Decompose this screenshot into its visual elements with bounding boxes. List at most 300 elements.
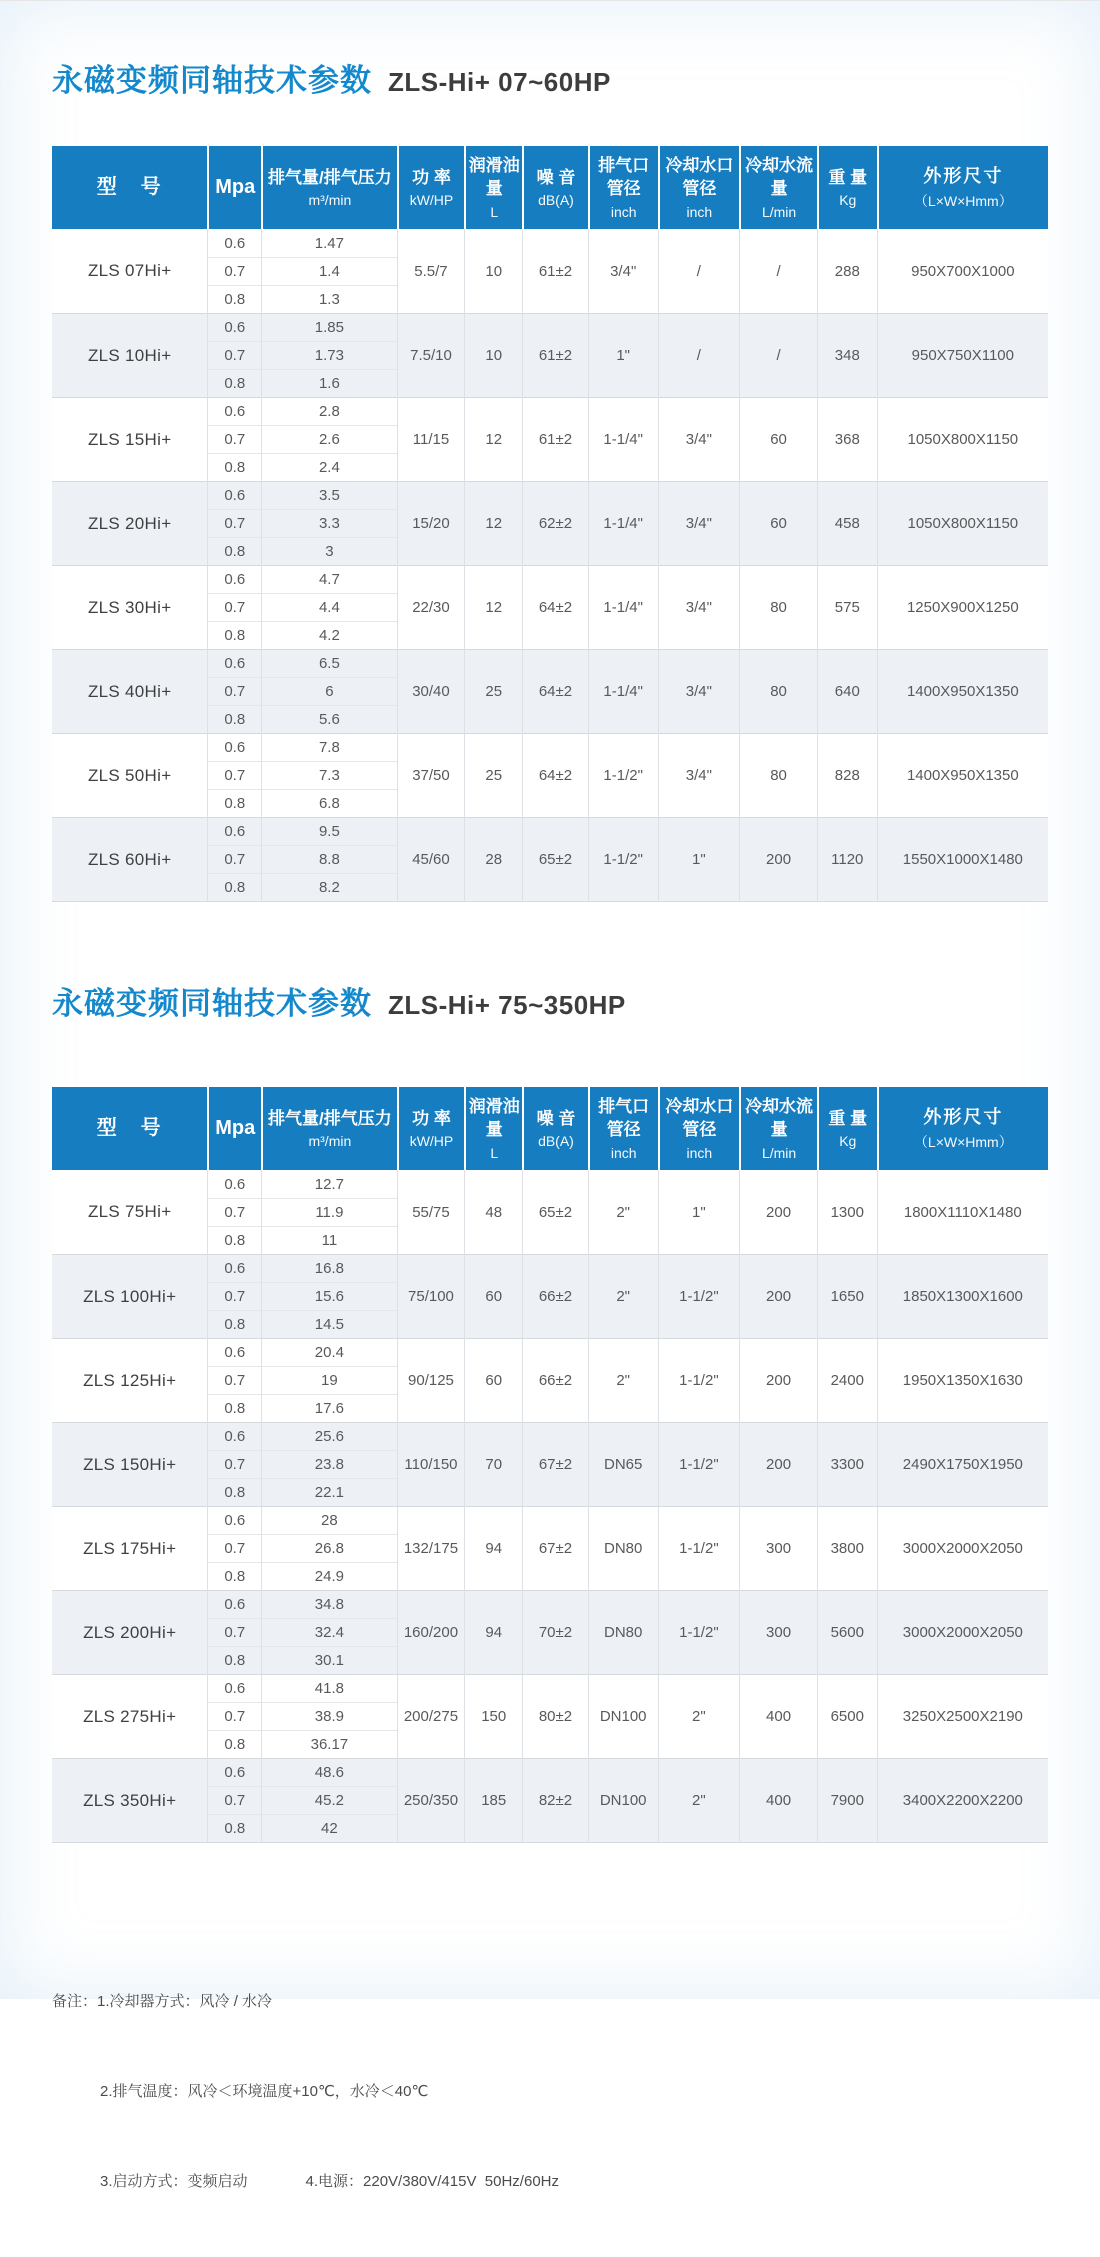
- displacement-cell: 23.8: [261, 1450, 396, 1478]
- cooling-water-port-cell: 3/4": [658, 649, 740, 733]
- pressure-cell: 0.7: [207, 1366, 261, 1394]
- weight-cell: 6500: [817, 1674, 877, 1758]
- dimensions-cell: 3250X2500X2190: [877, 1674, 1048, 1758]
- displacement-cell: 8.2: [261, 873, 396, 901]
- table-row: [52, 1254, 1048, 1282]
- table-row: [52, 1338, 1048, 1366]
- noise-cell: 62±2: [522, 481, 588, 565]
- oil-volume-cell: 12: [464, 565, 522, 649]
- pressure-cell: 0.6: [207, 733, 261, 761]
- cooling-water-port-cell: 1": [658, 1170, 740, 1254]
- displacement-cell: 1.73: [261, 341, 396, 369]
- weight-cell: 348: [817, 313, 877, 397]
- power-cell: 250/350: [397, 1758, 465, 1842]
- section-title-range: ZLS-Hi+ 07~60HP: [388, 67, 611, 97]
- pressure-cell: 0.7: [207, 1702, 261, 1730]
- oil-volume-cell: 25: [464, 733, 522, 817]
- pressure-cell: 0.8: [207, 1478, 261, 1506]
- model-cell: ZLS 275Hi+: [52, 1674, 207, 1758]
- displacement-cell: 11: [261, 1226, 396, 1254]
- cooling-water-flow-cell: 200: [739, 1422, 817, 1506]
- table-body: [52, 229, 1048, 901]
- displacement-cell: 2.4: [261, 453, 396, 481]
- outlet-pipe-cell: 1-1/4": [588, 649, 658, 733]
- displacement-cell: 24.9: [261, 1562, 396, 1590]
- displacement-cell: 45.2: [261, 1786, 396, 1814]
- cooling-water-flow-cell: 80: [739, 565, 817, 649]
- table-body: [52, 1170, 1048, 1842]
- pressure-cell: 0.7: [207, 425, 261, 453]
- model-cell: ZLS 20Hi+: [52, 481, 207, 565]
- pressure-cell: 0.8: [207, 1562, 261, 1590]
- section-title: [52, 55, 1048, 100]
- pressure-cell: 0.8: [207, 789, 261, 817]
- column-header: 润滑油量 L: [464, 1087, 522, 1170]
- power-cell: 75/100: [397, 1254, 465, 1338]
- outlet-pipe-cell: DN100: [588, 1758, 658, 1842]
- spec-table-wrap: [52, 1087, 1048, 1843]
- displacement-cell: 1.3: [261, 285, 396, 313]
- displacement-cell: 38.9: [261, 1702, 396, 1730]
- pressure-cell: 0.8: [207, 1814, 261, 1842]
- outlet-pipe-cell: 1-1/2": [588, 733, 658, 817]
- model-cell: ZLS 50Hi+: [52, 733, 207, 817]
- cooling-water-flow-cell: /: [739, 313, 817, 397]
- displacement-cell: 34.8: [261, 1590, 396, 1618]
- outlet-pipe-cell: DN100: [588, 1674, 658, 1758]
- displacement-cell: 2.6: [261, 425, 396, 453]
- displacement-cell: 1.4: [261, 257, 396, 285]
- power-cell: 160/200: [397, 1590, 465, 1674]
- dimensions-cell: 1400X950X1350: [877, 733, 1048, 817]
- pressure-cell: 0.8: [207, 873, 261, 901]
- displacement-cell: 7.8: [261, 733, 396, 761]
- table-row: [52, 1422, 1048, 1450]
- oil-volume-cell: 10: [464, 313, 522, 397]
- cooling-water-port-cell: 3/4": [658, 481, 740, 565]
- column-header: 冷却水口管径 inch: [658, 1087, 740, 1170]
- model-cell: ZLS 10Hi+: [52, 313, 207, 397]
- pressure-cell: 0.7: [207, 593, 261, 621]
- pressure-cell: 0.6: [207, 1758, 261, 1786]
- pressure-cell: 0.7: [207, 677, 261, 705]
- dimensions-cell: 3000X2000X2050: [877, 1590, 1048, 1674]
- weight-cell: 3800: [817, 1506, 877, 1590]
- cooling-water-port-cell: 1-1/2": [658, 1422, 740, 1506]
- displacement-cell: 48.6: [261, 1758, 396, 1786]
- pressure-cell: 0.6: [207, 313, 261, 341]
- pressure-cell: 0.7: [207, 509, 261, 537]
- displacement-cell: 7.3: [261, 761, 396, 789]
- outlet-pipe-cell: 3/4": [588, 229, 658, 313]
- table-row: [52, 733, 1048, 761]
- dimensions-cell: 2490X1750X1950: [877, 1422, 1048, 1506]
- column-header: 润滑油量 L: [464, 146, 522, 229]
- displacement-cell: 15.6: [261, 1282, 396, 1310]
- column-header: 功 率 kW/HP: [397, 1087, 465, 1170]
- outlet-pipe-cell: 1-1/4": [588, 481, 658, 565]
- displacement-cell: 2.8: [261, 397, 396, 425]
- weight-cell: 1120: [817, 817, 877, 901]
- noise-cell: 64±2: [522, 733, 588, 817]
- pressure-cell: 0.8: [207, 1394, 261, 1422]
- model-cell: ZLS 200Hi+: [52, 1590, 207, 1674]
- oil-volume-cell: 12: [464, 481, 522, 565]
- section-large-models: [52, 978, 1048, 1843]
- column-header: 外形尺寸 （L×W×Hmm）: [877, 146, 1048, 229]
- noise-cell: 64±2: [522, 565, 588, 649]
- column-header: 排气量/排气压力 m³/min: [261, 146, 396, 229]
- cooling-water-flow-cell: 400: [739, 1758, 817, 1842]
- model-cell: ZLS 75Hi+: [52, 1170, 207, 1254]
- spec-table-07-60hp: [52, 146, 1048, 901]
- oil-volume-cell: 94: [464, 1590, 522, 1674]
- displacement-cell: 32.4: [261, 1618, 396, 1646]
- displacement-cell: 4.7: [261, 565, 396, 593]
- pressure-cell: 0.6: [207, 1254, 261, 1282]
- column-header: 重 量 Kg: [817, 146, 877, 229]
- cooling-water-port-cell: 1-1/2": [658, 1590, 740, 1674]
- displacement-cell: 42: [261, 1814, 396, 1842]
- outlet-pipe-cell: 2": [588, 1254, 658, 1338]
- dimensions-cell: 1050X800X1150: [877, 481, 1048, 565]
- model-cell: ZLS 60Hi+: [52, 817, 207, 901]
- displacement-cell: 8.8: [261, 845, 396, 873]
- pressure-cell: 0.8: [207, 621, 261, 649]
- displacement-cell: 25.6: [261, 1422, 396, 1450]
- power-cell: 45/60: [397, 817, 465, 901]
- table-row: [52, 481, 1048, 509]
- weight-cell: 5600: [817, 1590, 877, 1674]
- cooling-water-flow-cell: 300: [739, 1590, 817, 1674]
- displacement-cell: 11.9: [261, 1198, 396, 1226]
- cooling-water-flow-cell: 60: [739, 481, 817, 565]
- power-cell: 110/150: [397, 1422, 465, 1506]
- weight-cell: 458: [817, 481, 877, 565]
- pressure-cell: 0.7: [207, 1618, 261, 1646]
- displacement-cell: 1.6: [261, 369, 396, 397]
- dimensions-cell: 1550X1000X1480: [877, 817, 1048, 901]
- outlet-pipe-cell: 2": [588, 1170, 658, 1254]
- cooling-water-port-cell: 1-1/2": [658, 1338, 740, 1422]
- pressure-cell: 0.8: [207, 1646, 261, 1674]
- note-item-4: 4.电源：220V/380V/415V 50Hz/60Hz: [305, 2173, 559, 2190]
- outlet-pipe-cell: 2": [588, 1338, 658, 1422]
- note-item-3: 3.启动方式：变频启动: [100, 2173, 248, 2190]
- displacement-cell: 3.3: [261, 509, 396, 537]
- outlet-pipe-cell: DN65: [588, 1422, 658, 1506]
- table-header: [52, 1087, 1048, 1170]
- cooling-water-flow-cell: 200: [739, 817, 817, 901]
- table-row: [52, 397, 1048, 425]
- displacement-cell: 30.1: [261, 1646, 396, 1674]
- pressure-cell: 0.7: [207, 1786, 261, 1814]
- cooling-water-flow-cell: 300: [739, 1506, 817, 1590]
- power-cell: 5.5/7: [397, 229, 465, 313]
- column-header: 外形尺寸 （L×W×Hmm）: [877, 1087, 1048, 1170]
- note-line-2: [52, 2077, 1048, 2107]
- pressure-cell: 0.6: [207, 1590, 261, 1618]
- displacement-cell: 6.5: [261, 649, 396, 677]
- weight-cell: 640: [817, 649, 877, 733]
- footnotes: [52, 1927, 1048, 2257]
- displacement-cell: 3: [261, 537, 396, 565]
- table-row: [52, 649, 1048, 677]
- power-cell: 7.5/10: [397, 313, 465, 397]
- noise-cell: 61±2: [522, 313, 588, 397]
- note-item-2: 2.排气温度：风冷＜环境温度+10℃，水冷＜40℃: [100, 2083, 429, 2100]
- pressure-cell: 0.8: [207, 1226, 261, 1254]
- power-cell: 37/50: [397, 733, 465, 817]
- pressure-cell: 0.8: [207, 1730, 261, 1758]
- section-title-zh: 永磁变频同轴技术参数: [52, 63, 372, 98]
- cooling-water-port-cell: 3/4": [658, 397, 740, 481]
- cooling-water-port-cell: /: [658, 313, 740, 397]
- note-line-1: [52, 1987, 1048, 2017]
- weight-cell: 1650: [817, 1254, 877, 1338]
- oil-volume-cell: 48: [464, 1170, 522, 1254]
- oil-volume-cell: 60: [464, 1338, 522, 1422]
- column-header: 型 号: [52, 146, 207, 229]
- displacement-cell: 22.1: [261, 1478, 396, 1506]
- pressure-cell: 0.6: [207, 1674, 261, 1702]
- pressure-cell: 0.8: [207, 369, 261, 397]
- power-cell: 22/30: [397, 565, 465, 649]
- weight-cell: 368: [817, 397, 877, 481]
- oil-volume-cell: 185: [464, 1758, 522, 1842]
- power-cell: 55/75: [397, 1170, 465, 1254]
- cooling-water-flow-cell: 200: [739, 1338, 817, 1422]
- pressure-cell: 0.8: [207, 705, 261, 733]
- pressure-cell: 0.6: [207, 1170, 261, 1198]
- cooling-water-flow-cell: 200: [739, 1254, 817, 1338]
- section-title-range: ZLS-Hi+ 75~350HP: [388, 990, 626, 1020]
- section-small-models: [52, 55, 1048, 902]
- pressure-cell: 0.6: [207, 229, 261, 257]
- dimensions-cell: 3000X2000X2050: [877, 1506, 1048, 1590]
- pressure-cell: 0.6: [207, 565, 261, 593]
- model-cell: ZLS 125Hi+: [52, 1338, 207, 1422]
- table-row: [52, 565, 1048, 593]
- outlet-pipe-cell: DN80: [588, 1590, 658, 1674]
- dimensions-cell: 950X700X1000: [877, 229, 1048, 313]
- table-row: [52, 1170, 1048, 1198]
- displacement-cell: 17.6: [261, 1394, 396, 1422]
- column-header: Mpa: [207, 146, 261, 229]
- column-header: 排气量/排气压力 m³/min: [261, 1087, 396, 1170]
- pressure-cell: 0.7: [207, 341, 261, 369]
- pressure-cell: 0.8: [207, 1310, 261, 1338]
- table-row: [52, 229, 1048, 257]
- noise-cell: 61±2: [522, 397, 588, 481]
- cooling-water-port-cell: 1-1/2": [658, 1506, 740, 1590]
- outlet-pipe-cell: DN80: [588, 1506, 658, 1590]
- displacement-cell: 12.7: [261, 1170, 396, 1198]
- pressure-cell: 0.7: [207, 845, 261, 873]
- cooling-water-port-cell: 3/4": [658, 565, 740, 649]
- column-header: 排气口管径 inch: [588, 1087, 658, 1170]
- spec-table-75-350hp: [52, 1087, 1048, 1842]
- weight-cell: 3300: [817, 1422, 877, 1506]
- displacement-cell: 14.5: [261, 1310, 396, 1338]
- table-row: [52, 1590, 1048, 1618]
- model-cell: ZLS 350Hi+: [52, 1758, 207, 1842]
- cooling-water-port-cell: 1-1/2": [658, 1254, 740, 1338]
- table-row: [52, 1674, 1048, 1702]
- cooling-water-port-cell: 2": [658, 1674, 740, 1758]
- pressure-cell: 0.6: [207, 481, 261, 509]
- displacement-cell: 6: [261, 677, 396, 705]
- displacement-cell: 16.8: [261, 1254, 396, 1282]
- column-header: 功 率 kW/HP: [397, 146, 465, 229]
- weight-cell: 828: [817, 733, 877, 817]
- cooling-water-flow-cell: 200: [739, 1170, 817, 1254]
- section-title-zh: 永磁变频同轴技术参数: [52, 986, 372, 1021]
- cooling-water-port-cell: 2": [658, 1758, 740, 1842]
- displacement-cell: 36.17: [261, 1730, 396, 1758]
- noise-cell: 61±2: [522, 229, 588, 313]
- noise-cell: 67±2: [522, 1422, 588, 1506]
- oil-volume-cell: 25: [464, 649, 522, 733]
- weight-cell: 1300: [817, 1170, 877, 1254]
- displacement-cell: 9.5: [261, 817, 396, 845]
- pressure-cell: 0.8: [207, 537, 261, 565]
- section-title: [52, 978, 1048, 1023]
- oil-volume-cell: 10: [464, 229, 522, 313]
- noise-cell: 65±2: [522, 817, 588, 901]
- dimensions-cell: 3400X2200X2200: [877, 1758, 1048, 1842]
- dimensions-cell: 950X750X1100: [877, 313, 1048, 397]
- pressure-cell: 0.6: [207, 649, 261, 677]
- cooling-water-flow-cell: /: [739, 229, 817, 313]
- column-header: Mpa: [207, 1087, 261, 1170]
- displacement-cell: 1.47: [261, 229, 396, 257]
- pressure-cell: 0.7: [207, 761, 261, 789]
- model-cell: ZLS 100Hi+: [52, 1254, 207, 1338]
- header-row: [52, 146, 1048, 229]
- displacement-cell: 20.4: [261, 1338, 396, 1366]
- displacement-cell: 4.4: [261, 593, 396, 621]
- outlet-pipe-cell: 1-1/2": [588, 817, 658, 901]
- pressure-cell: 0.7: [207, 257, 261, 285]
- table-row: [52, 313, 1048, 341]
- noise-cell: 67±2: [522, 1506, 588, 1590]
- cooling-water-flow-cell: 80: [739, 649, 817, 733]
- oil-volume-cell: 150: [464, 1674, 522, 1758]
- displacement-cell: 6.8: [261, 789, 396, 817]
- pressure-cell: 0.6: [207, 397, 261, 425]
- weight-cell: 288: [817, 229, 877, 313]
- pressure-cell: 0.7: [207, 1282, 261, 1310]
- noise-cell: 64±2: [522, 649, 588, 733]
- oil-volume-cell: 60: [464, 1254, 522, 1338]
- oil-volume-cell: 94: [464, 1506, 522, 1590]
- dimensions-cell: 1950X1350X1630: [877, 1338, 1048, 1422]
- power-cell: 90/125: [397, 1338, 465, 1422]
- pressure-cell: 0.8: [207, 453, 261, 481]
- dimensions-cell: 1800X1110X1480: [877, 1170, 1048, 1254]
- model-cell: ZLS 175Hi+: [52, 1506, 207, 1590]
- displacement-cell: 1.85: [261, 313, 396, 341]
- power-cell: 30/40: [397, 649, 465, 733]
- note-line-3: [52, 2167, 1048, 2197]
- dimensions-cell: 1850X1300X1600: [877, 1254, 1048, 1338]
- cooling-water-flow-cell: 60: [739, 397, 817, 481]
- dimensions-cell: 1050X800X1150: [877, 397, 1048, 481]
- spec-table-wrap: [52, 146, 1048, 902]
- outlet-pipe-cell: 1": [588, 313, 658, 397]
- oil-volume-cell: 70: [464, 1422, 522, 1506]
- model-cell: ZLS 15Hi+: [52, 397, 207, 481]
- column-header: 重 量 Kg: [817, 1087, 877, 1170]
- outlet-pipe-cell: 1-1/4": [588, 397, 658, 481]
- displacement-cell: 28: [261, 1506, 396, 1534]
- cooling-water-port-cell: 1": [658, 817, 740, 901]
- pressure-cell: 0.8: [207, 285, 261, 313]
- pressure-cell: 0.6: [207, 1506, 261, 1534]
- column-header: 型 号: [52, 1087, 207, 1170]
- displacement-cell: 26.8: [261, 1534, 396, 1562]
- pressure-cell: 0.7: [207, 1534, 261, 1562]
- column-header: 冷却水流量 L/min: [739, 146, 817, 229]
- column-header: 冷却水流量 L/min: [739, 1087, 817, 1170]
- dimensions-cell: 1400X950X1350: [877, 649, 1048, 733]
- outlet-pipe-cell: 1-1/4": [588, 565, 658, 649]
- noise-cell: 70±2: [522, 1590, 588, 1674]
- table-row: [52, 1506, 1048, 1534]
- power-cell: 11/15: [397, 397, 465, 481]
- weight-cell: 575: [817, 565, 877, 649]
- cooling-water-port-cell: /: [658, 229, 740, 313]
- noise-cell: 66±2: [522, 1254, 588, 1338]
- column-header: 噪 音 dB(A): [522, 146, 588, 229]
- note-item-1: 1.冷却器方式：风冷 / 水冷: [97, 1993, 273, 2010]
- note-prefix: 备注：: [52, 1993, 98, 2010]
- cooling-water-port-cell: 3/4": [658, 733, 740, 817]
- oil-volume-cell: 28: [464, 817, 522, 901]
- noise-cell: 65±2: [522, 1170, 588, 1254]
- pressure-cell: 0.6: [207, 1338, 261, 1366]
- pressure-cell: 0.6: [207, 817, 261, 845]
- model-cell: ZLS 07Hi+: [52, 229, 207, 313]
- noise-cell: 82±2: [522, 1758, 588, 1842]
- cooling-water-flow-cell: 400: [739, 1674, 817, 1758]
- oil-volume-cell: 12: [464, 397, 522, 481]
- displacement-cell: 41.8: [261, 1674, 396, 1702]
- power-cell: 132/175: [397, 1506, 465, 1590]
- power-cell: 15/20: [397, 481, 465, 565]
- model-cell: ZLS 40Hi+: [52, 649, 207, 733]
- table-header: [52, 146, 1048, 229]
- displacement-cell: 4.2: [261, 621, 396, 649]
- table-row: [52, 817, 1048, 845]
- noise-cell: 66±2: [522, 1338, 588, 1422]
- model-cell: ZLS 30Hi+: [52, 565, 207, 649]
- displacement-cell: 3.5: [261, 481, 396, 509]
- header-row: [52, 1087, 1048, 1170]
- dimensions-cell: 1250X900X1250: [877, 565, 1048, 649]
- noise-cell: 80±2: [522, 1674, 588, 1758]
- power-cell: 200/275: [397, 1674, 465, 1758]
- weight-cell: 2400: [817, 1338, 877, 1422]
- pressure-cell: 0.7: [207, 1450, 261, 1478]
- pressure-cell: 0.6: [207, 1422, 261, 1450]
- model-cell: ZLS 150Hi+: [52, 1422, 207, 1506]
- cooling-water-flow-cell: 80: [739, 733, 817, 817]
- displacement-cell: 19: [261, 1366, 396, 1394]
- weight-cell: 7900: [817, 1758, 877, 1842]
- column-header: 噪 音 dB(A): [522, 1087, 588, 1170]
